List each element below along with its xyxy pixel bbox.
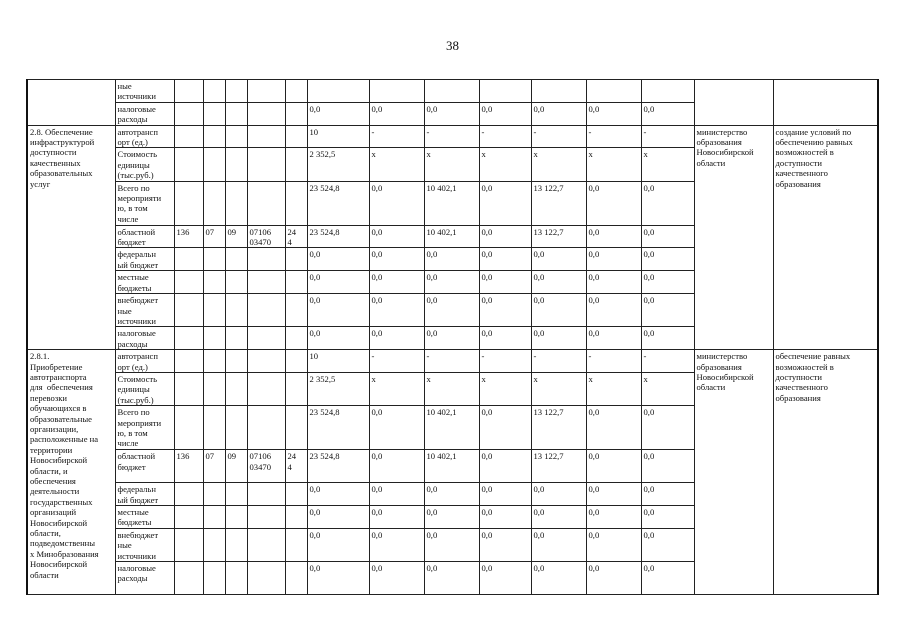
year-value-cell: - (586, 125, 641, 148)
code-vr-cell (285, 294, 307, 327)
year-value-cell: 0,0 (641, 562, 694, 595)
code-vr-cell (285, 271, 307, 294)
code-csr-cell (247, 294, 285, 327)
year-value-cell: 0,0 (307, 248, 369, 271)
year-value-cell: 0,0 (424, 102, 479, 125)
code-rz-cell (203, 80, 225, 103)
code-rz-cell (203, 327, 225, 350)
year-value-cell: 0,0 (369, 483, 424, 506)
budget-measures-table (26, 79, 879, 595)
page-number: 38 (446, 38, 459, 53)
year-value-cell: 0,0 (369, 181, 424, 225)
year-value-cell: - (531, 125, 586, 148)
year-value-cell: 0,0 (369, 271, 424, 294)
task-name-cell: 2.8.1. Приобретение автотранспорта для обеспечения перевозки обучающихся в образовательные организации, расположенные на территории Новосибирской области, и обеспечения деятельности государственных организаций Новосибирской области, подведомственны х Минобразования Новосибирской области (27, 350, 115, 595)
result-cell (773, 80, 878, 126)
code-rz-cell: 07 (203, 225, 225, 248)
year-value-cell: 0,0 (586, 102, 641, 125)
year-value-cell (369, 80, 424, 103)
year-value-cell: 0,0 (424, 248, 479, 271)
year-value-cell: 10 402,1 (424, 225, 479, 248)
year-value-cell: х (641, 372, 694, 405)
year-value-cell: 0,0 (641, 327, 694, 350)
year-value-cell (307, 80, 369, 103)
year-value-cell: - (479, 125, 531, 148)
indicator-cell: федеральн ый бюджет (115, 248, 174, 271)
year-value-cell (479, 80, 531, 103)
year-value-cell: 0,0 (586, 562, 641, 595)
code-grbs-cell (174, 148, 203, 181)
code-grbs-cell (174, 80, 203, 103)
year-value-cell: 23 524,8 (307, 406, 369, 450)
code-pr-cell (225, 248, 247, 271)
code-csr-cell (247, 406, 285, 450)
year-value-cell: х (479, 372, 531, 405)
code-vr-cell: 24 4 (285, 450, 307, 483)
code-rz-cell (203, 528, 225, 561)
year-value-cell: 0,0 (586, 271, 641, 294)
code-csr-cell (247, 271, 285, 294)
year-value-cell: 0,0 (424, 271, 479, 294)
code-pr-cell (225, 294, 247, 327)
year-value-cell: 0,0 (641, 406, 694, 450)
code-pr-cell (225, 181, 247, 225)
year-value-cell: 10 402,1 (424, 181, 479, 225)
year-value-cell: 23 524,8 (307, 450, 369, 483)
year-value-cell: 0,0 (369, 225, 424, 248)
code-grbs-cell (174, 125, 203, 148)
year-value-cell: 0,0 (369, 562, 424, 595)
year-value-cell: 0,0 (586, 225, 641, 248)
year-value-cell: - (531, 350, 586, 373)
code-csr-cell (247, 372, 285, 405)
year-value-cell: 0,0 (424, 505, 479, 528)
year-value-cell: х (369, 372, 424, 405)
code-vr-cell (285, 483, 307, 506)
year-value-cell: 0,0 (586, 505, 641, 528)
code-rz-cell (203, 350, 225, 373)
code-vr-cell (285, 562, 307, 595)
code-grbs-cell (174, 372, 203, 405)
year-value-cell: 0,0 (586, 528, 641, 561)
year-value-cell: 0,0 (641, 483, 694, 506)
code-csr-cell (247, 102, 285, 125)
code-vr-cell (285, 372, 307, 405)
year-value-cell: 0,0 (641, 271, 694, 294)
code-grbs-cell (174, 102, 203, 125)
year-value-cell: 2 352,5 (307, 148, 369, 181)
table-row (27, 80, 878, 103)
year-value-cell: 0,0 (531, 528, 586, 561)
year-value-cell: - (369, 125, 424, 148)
indicator-cell: Всего по мероприяти ю, в том числе (115, 181, 174, 225)
year-value-cell: х (586, 372, 641, 405)
result-cell: обеспечение равных возможностей в доступности качественного образования (773, 350, 878, 595)
year-value-cell: 0,0 (641, 505, 694, 528)
table-row (27, 350, 878, 373)
year-value-cell: 0,0 (586, 181, 641, 225)
code-grbs-cell (174, 271, 203, 294)
year-value-cell: 0,0 (586, 294, 641, 327)
year-value-cell: х (424, 372, 479, 405)
executor-cell: министерство образования Новосибирской области (694, 125, 773, 350)
code-pr-cell (225, 148, 247, 181)
code-rz-cell (203, 294, 225, 327)
year-value-cell: - (586, 350, 641, 373)
year-value-cell: 0,0 (479, 505, 531, 528)
code-grbs-cell (174, 483, 203, 506)
code-pr-cell (225, 102, 247, 125)
indicator-cell: автотрансп орт (ед.) (115, 125, 174, 148)
code-csr-cell: 07106 03470 (247, 450, 285, 483)
year-value-cell: 0,0 (307, 327, 369, 350)
code-vr-cell (285, 248, 307, 271)
indicator-cell: местные бюджеты (115, 505, 174, 528)
year-value-cell: 0,0 (369, 528, 424, 561)
code-rz-cell (203, 372, 225, 405)
year-value-cell: 0,0 (641, 450, 694, 483)
year-value-cell: 0,0 (479, 271, 531, 294)
code-rz-cell (203, 562, 225, 595)
year-value-cell: х (531, 148, 586, 181)
code-vr-cell (285, 350, 307, 373)
year-value-cell: - (479, 350, 531, 373)
year-value-cell: 0,0 (479, 450, 531, 483)
code-grbs-cell: 136 (174, 450, 203, 483)
year-value-cell: 0,0 (586, 327, 641, 350)
year-value-cell: 0,0 (531, 271, 586, 294)
code-grbs-cell (174, 294, 203, 327)
year-value-cell: 13 122,7 (531, 181, 586, 225)
year-value-cell: х (641, 148, 694, 181)
code-grbs-cell (174, 350, 203, 373)
code-pr-cell (225, 327, 247, 350)
code-rz-cell (203, 248, 225, 271)
indicator-cell: автотрансп орт (ед.) (115, 350, 174, 373)
year-value-cell (641, 80, 694, 103)
table-row (27, 125, 878, 148)
code-vr-cell (285, 505, 307, 528)
result-cell: создание условий по обеспечению равных возможностей в доступности качественного образования (773, 125, 878, 350)
year-value-cell: 10 402,1 (424, 406, 479, 450)
code-rz-cell (203, 181, 225, 225)
executor-cell (694, 80, 773, 126)
indicator-cell: внебюджет ные источники (115, 294, 174, 327)
code-csr-cell (247, 528, 285, 561)
year-value-cell: х (586, 148, 641, 181)
year-value-cell: 0,0 (307, 528, 369, 561)
year-value-cell: 0,0 (479, 327, 531, 350)
year-value-cell: 0,0 (531, 248, 586, 271)
code-rz-cell (203, 271, 225, 294)
code-vr-cell (285, 80, 307, 103)
indicator-cell: внебюджет ные источники (115, 528, 174, 561)
indicator-cell: федеральн ый бюджет (115, 483, 174, 506)
code-pr-cell (225, 350, 247, 373)
indicator-cell: Всего по мероприяти ю, в том числе (115, 406, 174, 450)
code-vr-cell (285, 148, 307, 181)
year-value-cell: 0,0 (531, 327, 586, 350)
executor-cell: министерство образования Новосибирской области (694, 350, 773, 595)
year-value-cell: 10 (307, 125, 369, 148)
year-value-cell: 2 352,5 (307, 372, 369, 405)
year-value-cell: 0,0 (531, 562, 586, 595)
year-value-cell: 0,0 (369, 102, 424, 125)
code-csr-cell (247, 181, 285, 225)
indicator-cell: ные источники (115, 80, 174, 103)
code-rz-cell (203, 102, 225, 125)
year-value-cell: 0,0 (369, 294, 424, 327)
year-value-cell: 0,0 (369, 327, 424, 350)
year-value-cell: 0,0 (531, 483, 586, 506)
code-pr-cell (225, 80, 247, 103)
code-grbs-cell (174, 327, 203, 350)
code-grbs-cell (174, 528, 203, 561)
indicator-cell: областной бюджет (115, 225, 174, 248)
year-value-cell: - (424, 350, 479, 373)
year-value-cell: 0,0 (424, 562, 479, 595)
code-pr-cell (225, 505, 247, 528)
year-value-cell: 0,0 (307, 294, 369, 327)
code-pr-cell (225, 562, 247, 595)
year-value-cell: 0,0 (479, 483, 531, 506)
code-pr-cell (225, 406, 247, 450)
year-value-cell: 0,0 (479, 406, 531, 450)
code-vr-cell: 24 4 (285, 225, 307, 248)
year-value-cell: 0,0 (479, 102, 531, 125)
code-rz-cell (203, 483, 225, 506)
code-csr-cell (247, 505, 285, 528)
year-value-cell: 0,0 (479, 562, 531, 595)
task-name-cell: 2.8. Обеспечение инфраструктурой доступности качественных образовательных услуг (27, 125, 115, 350)
indicator-cell: Стоимость единицы (тыс.руб.) (115, 148, 174, 181)
code-grbs-cell (174, 562, 203, 595)
year-value-cell: 0,0 (479, 294, 531, 327)
year-value-cell: 0,0 (369, 505, 424, 528)
code-csr-cell (247, 350, 285, 373)
code-vr-cell (285, 327, 307, 350)
code-grbs-cell: 136 (174, 225, 203, 248)
code-csr-cell: 07106 03470 (247, 225, 285, 248)
year-value-cell: 0,0 (531, 505, 586, 528)
year-value-cell: 23 524,8 (307, 225, 369, 248)
year-value-cell: 0,0 (424, 294, 479, 327)
year-value-cell: 0,0 (307, 102, 369, 125)
year-value-cell (424, 80, 479, 103)
code-csr-cell (247, 248, 285, 271)
code-grbs-cell (174, 181, 203, 225)
year-value-cell (531, 80, 586, 103)
year-value-cell: 0,0 (424, 327, 479, 350)
year-value-cell: 0,0 (641, 294, 694, 327)
code-rz-cell (203, 125, 225, 148)
year-value-cell: - (641, 125, 694, 148)
year-value-cell: 0,0 (641, 225, 694, 248)
code-pr-cell (225, 528, 247, 561)
code-rz-cell (203, 148, 225, 181)
year-value-cell: - (424, 125, 479, 148)
indicator-cell: налоговые расходы (115, 102, 174, 125)
code-pr-cell (225, 271, 247, 294)
code-grbs-cell (174, 505, 203, 528)
code-pr-cell (225, 483, 247, 506)
year-value-cell: х (479, 148, 531, 181)
year-value-cell: 10 402,1 (424, 450, 479, 483)
year-value-cell: 13 122,7 (531, 450, 586, 483)
year-value-cell: 0,0 (586, 248, 641, 271)
code-pr-cell (225, 125, 247, 148)
year-value-cell: 0,0 (424, 528, 479, 561)
year-value-cell: 0,0 (424, 483, 479, 506)
indicator-cell: налоговые расходы (115, 327, 174, 350)
year-value-cell: 0,0 (531, 102, 586, 125)
code-rz-cell (203, 406, 225, 450)
year-value-cell: - (641, 350, 694, 373)
code-csr-cell (247, 483, 285, 506)
year-value-cell: 0,0 (479, 248, 531, 271)
year-value-cell: 0,0 (307, 271, 369, 294)
code-csr-cell (247, 327, 285, 350)
year-value-cell: - (369, 350, 424, 373)
year-value-cell: 13 122,7 (531, 406, 586, 450)
code-csr-cell (247, 80, 285, 103)
code-vr-cell (285, 102, 307, 125)
year-value-cell: 0,0 (641, 181, 694, 225)
year-value-cell: 0,0 (479, 225, 531, 248)
year-value-cell: 0,0 (641, 102, 694, 125)
code-grbs-cell (174, 406, 203, 450)
year-value-cell: 0,0 (479, 181, 531, 225)
year-value-cell: 0,0 (531, 294, 586, 327)
year-value-cell: х (424, 148, 479, 181)
year-value-cell: 0,0 (307, 562, 369, 595)
year-value-cell: 0,0 (586, 406, 641, 450)
year-value-cell: х (531, 372, 586, 405)
code-vr-cell (285, 125, 307, 148)
year-value-cell: 0,0 (641, 528, 694, 561)
code-vr-cell (285, 406, 307, 450)
indicator-cell: Стоимость единицы (тыс.руб.) (115, 372, 174, 405)
year-value-cell: 23 524,8 (307, 181, 369, 225)
year-value-cell: 13 122,7 (531, 225, 586, 248)
year-value-cell (586, 80, 641, 103)
code-csr-cell (247, 148, 285, 181)
code-vr-cell (285, 528, 307, 561)
year-value-cell: 0,0 (586, 483, 641, 506)
code-pr-cell: 09 (225, 225, 247, 248)
indicator-cell: налоговые расходы (115, 562, 174, 595)
year-value-cell: 10 (307, 350, 369, 373)
code-rz-cell: 07 (203, 450, 225, 483)
code-csr-cell (247, 562, 285, 595)
year-value-cell: 0,0 (641, 248, 694, 271)
code-grbs-cell (174, 248, 203, 271)
year-value-cell: х (369, 148, 424, 181)
year-value-cell: 0,0 (307, 505, 369, 528)
code-rz-cell (203, 505, 225, 528)
year-value-cell: 0,0 (369, 406, 424, 450)
year-value-cell: 0,0 (369, 248, 424, 271)
year-value-cell: 0,0 (369, 450, 424, 483)
code-pr-cell (225, 372, 247, 405)
indicator-cell: местные бюджеты (115, 271, 174, 294)
indicator-cell: областной бюджет (115, 450, 174, 483)
year-value-cell: 0,0 (307, 483, 369, 506)
code-pr-cell: 09 (225, 450, 247, 483)
year-value-cell: 0,0 (479, 528, 531, 561)
code-csr-cell (247, 125, 285, 148)
task-name-cell (27, 80, 115, 126)
code-vr-cell (285, 181, 307, 225)
year-value-cell: 0,0 (586, 450, 641, 483)
